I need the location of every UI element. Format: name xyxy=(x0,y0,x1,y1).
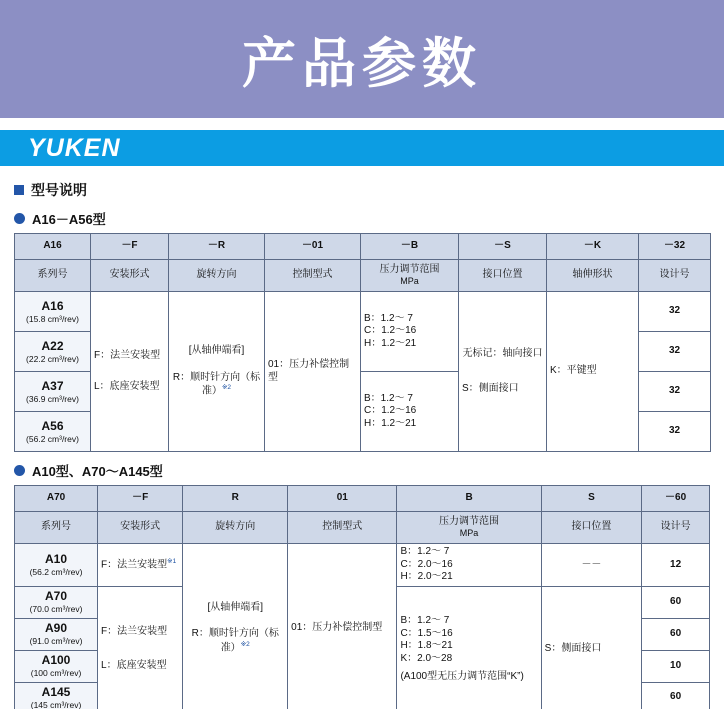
rotation-value: R：顺时针方向（标准）$^{※2}$ xyxy=(172,371,261,397)
pressure-option: B：1.2～ 7 xyxy=(400,546,450,557)
design-cell: 32 xyxy=(639,332,711,372)
pressure-range-cell xyxy=(361,372,459,452)
spec-table-a10-a145 xyxy=(14,485,710,709)
model-displacement: (100 cm³/rev) xyxy=(30,668,82,679)
code-cell: S xyxy=(541,486,642,512)
pressure-option: C：2.0～16 xyxy=(400,558,453,570)
column-header: 设计号 xyxy=(639,260,711,292)
pressure-option: H：1.2～21 xyxy=(364,417,417,429)
table-row-headers xyxy=(15,512,710,544)
code-cell: －F xyxy=(91,234,169,260)
model-cell xyxy=(15,544,98,587)
code-cell: －S xyxy=(459,234,547,260)
model-cell xyxy=(15,372,91,412)
code-cell: －B xyxy=(361,234,459,260)
table-row xyxy=(15,292,711,332)
model-cell xyxy=(15,412,91,452)
design-cell: 32 xyxy=(639,372,711,412)
code-cell: －K xyxy=(547,234,639,260)
model-name: A90 xyxy=(45,621,68,636)
model-name: A70 xyxy=(45,589,68,604)
pressure-range-cell xyxy=(361,292,459,372)
column-header: 安装形式 xyxy=(98,512,183,544)
port-cell: －－ xyxy=(541,544,642,587)
design-cell: 60 xyxy=(642,682,710,709)
model-name: A100 xyxy=(41,653,71,668)
column-header: 接口位置 xyxy=(541,512,642,544)
rotation-note: [从轴伸端看] xyxy=(188,345,245,357)
dot-bullet-icon xyxy=(14,465,25,476)
brand-bar xyxy=(0,130,724,166)
column-header: 轴伸形状 xyxy=(547,260,639,292)
model-displacement: (22.2 cm³/rev) xyxy=(26,353,79,364)
code-cell: －60 xyxy=(642,486,710,512)
port-option: 无标记：轴向接口 xyxy=(462,348,543,359)
column-header: 系列号 xyxy=(15,512,98,544)
design-cell: 60 xyxy=(642,586,710,618)
column-header: 系列号 xyxy=(15,260,91,292)
model-name: A22 xyxy=(41,338,64,353)
model-cell xyxy=(15,586,98,618)
code-cell: A16 xyxy=(15,234,91,260)
column-header: 控制型式 xyxy=(288,512,397,544)
model-name: A10 xyxy=(45,551,68,566)
pressure-option: B：1.2～ 7 xyxy=(400,615,450,627)
code-cell: R xyxy=(183,486,288,512)
model-name: A145 xyxy=(41,684,71,699)
model-displacement: (36.9 cm³/rev) xyxy=(26,393,79,404)
pressure-option: C：1.5～16 xyxy=(400,627,453,639)
mounting-cell xyxy=(91,292,169,452)
code-cell: B xyxy=(397,486,541,512)
column-header-label: 压力调节范围 xyxy=(439,515,500,527)
code-cell: －32 xyxy=(639,234,711,260)
column-header: 旋转方向 xyxy=(169,260,265,292)
model-displacement: (91.0 cm³/rev) xyxy=(29,636,83,647)
square-bullet-icon xyxy=(14,185,24,195)
model-displacement: (70.0 cm³/rev) xyxy=(29,604,83,615)
model-displacement: (56.2 cm³/rev) xyxy=(26,433,79,444)
subsection-heading-group1 xyxy=(14,209,724,228)
dot-bullet-icon xyxy=(14,213,25,224)
mounting-cell: F：法兰安装型$^{※1}$ xyxy=(98,544,183,587)
column-header: 旋转方向 xyxy=(183,512,288,544)
table-row-codes xyxy=(15,234,711,260)
code-cell: －F xyxy=(98,486,183,512)
port-cell xyxy=(459,292,547,452)
model-displacement: (56.2 cm³/rev) xyxy=(29,566,83,577)
subsection-heading-group2 xyxy=(14,461,724,480)
control-cell: 01：压力补偿控制型 xyxy=(288,544,397,709)
pressure-option: B：1.2～ 7 xyxy=(364,312,413,324)
column-header xyxy=(397,512,541,544)
port-cell: S：侧面接口 xyxy=(541,586,642,709)
column-header: 设计号 xyxy=(642,512,710,544)
table-row-codes xyxy=(15,486,710,512)
pressure-option: H：1.2～21 xyxy=(364,337,417,349)
model-cell xyxy=(15,682,98,709)
pressure-option: C：1.2～16 xyxy=(364,325,417,337)
control-cell: 01：压力补偿控制型 xyxy=(265,292,361,452)
mounting-option: F：法兰安装型 xyxy=(94,350,161,361)
column-header: 控制型式 xyxy=(265,260,361,292)
pressure-option: H：2.0～21 xyxy=(400,571,453,582)
pressure-option: K：2.0～28 xyxy=(400,652,453,664)
banner-title: 产品参数 xyxy=(242,31,482,95)
table-row xyxy=(15,544,710,587)
model-cell xyxy=(15,332,91,372)
design-cell: 32 xyxy=(639,292,711,332)
model-displacement: (145 cm³/rev) xyxy=(30,699,82,709)
design-cell: 12 xyxy=(642,544,710,587)
yuken-logo: YUKEN xyxy=(28,133,121,162)
rotation-note: [从轴伸端看] xyxy=(207,601,263,613)
rotation-value: R：顺时针方向（标准）$^{※2}$ xyxy=(191,628,279,653)
pressure-option: B：1.2～ 7 xyxy=(364,392,413,404)
mounting-option: L：底座安装型 xyxy=(94,380,160,392)
column-header: 接口位置 xyxy=(459,260,547,292)
section-heading-model-description xyxy=(14,180,724,200)
model-displacement: (15.8 cm³/rev) xyxy=(26,313,79,324)
code-cell: －01 xyxy=(265,234,361,260)
model-cell xyxy=(15,292,91,332)
code-cell: A70 xyxy=(15,486,98,512)
subsection-title: A16－A56型 xyxy=(32,212,106,227)
section-title: 型号说明 xyxy=(31,182,87,198)
code-cell: 01 xyxy=(288,486,397,512)
mounting-cell xyxy=(98,586,183,709)
column-header-unit: MPa xyxy=(400,276,419,287)
column-header xyxy=(361,260,459,292)
column-header: 安装形式 xyxy=(91,260,169,292)
column-header-unit: MPa xyxy=(459,528,479,539)
model-cell xyxy=(15,618,98,650)
model-name: A37 xyxy=(41,378,64,393)
mounting-option: L：底座安装型 xyxy=(101,660,167,672)
pressure-range-cell xyxy=(397,586,541,709)
port-option: S：侧面接口 xyxy=(462,382,519,394)
rotation-cell xyxy=(169,292,265,452)
mounting-option: F：法兰安装型 xyxy=(101,625,168,637)
page-banner xyxy=(0,0,724,118)
shaft-cell: K：平键型 xyxy=(547,292,639,452)
rotation-cell xyxy=(183,544,288,709)
subsection-title: A10型、A70～A145型 xyxy=(32,464,163,479)
mounting-option: F：法兰安装型 xyxy=(101,559,168,571)
pressure-range-cell xyxy=(397,544,541,587)
model-cell xyxy=(15,650,98,682)
model-name: A56 xyxy=(41,418,64,433)
pressure-option: C：1.2～16 xyxy=(364,405,417,417)
code-cell: －R xyxy=(169,234,265,260)
model-name: A16 xyxy=(41,298,64,313)
design-cell: 32 xyxy=(639,412,711,452)
design-cell: 60 xyxy=(642,618,710,650)
column-header-label: 压力调节范围 xyxy=(379,263,440,275)
design-cell: 10 xyxy=(642,650,710,682)
pressure-note: (A100型无压力调节范围“K”) xyxy=(400,671,524,683)
pressure-option: H：1.8～21 xyxy=(400,640,453,652)
spec-table-a16-a56 xyxy=(14,233,711,452)
table-row-headers xyxy=(15,260,711,292)
